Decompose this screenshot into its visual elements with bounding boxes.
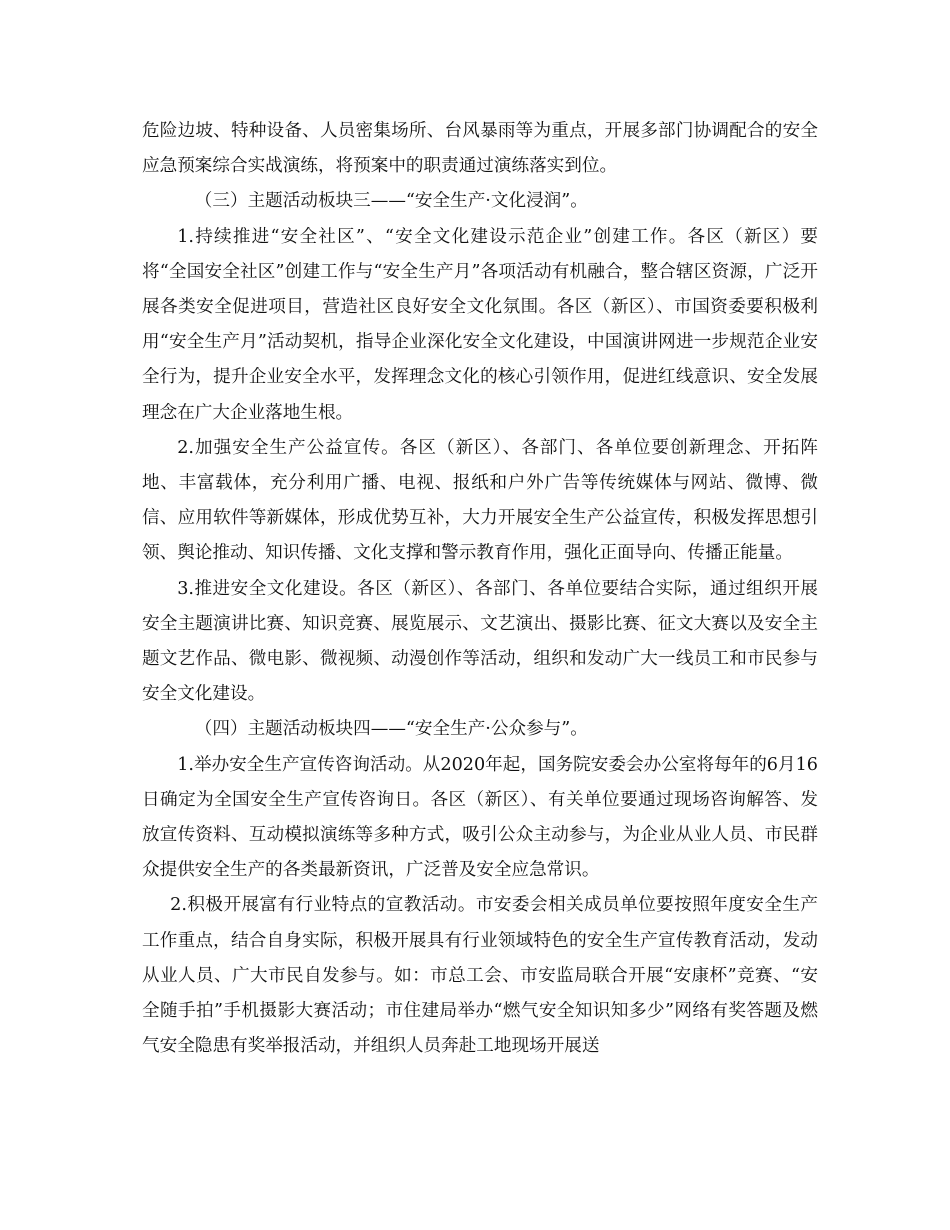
body-paragraph: 2.加强安全生产公益宣传。各区（新区）、各部门、各单位要创新理念、开拓阵地、丰富载体，充分利用广播、电视、报纸和户外广告等传统媒体与网站、微博、微信、应用软件等新媒体，形成优势互补，大力开展安全生产公益宣传，积极发挥思想引领、舆论推动、知识传播、文化支撑和警示教育作用，强化正面导向、传播正能量。 — [142, 437, 818, 564]
section-heading-3: （三）主题活动板块三——“安全生产·文化浸润”。 — [194, 191, 588, 212]
body-paragraph: 3.推进安全文化建设。各区（新区）、各部门、各单位要结合实际，通过组织开展安全主题演讲比赛、知识竞赛、展览展示、文艺演出、摄影比赛、征文大赛以及安全主题文艺作品、微电影、微视频、动漫创作等活动，组织和发动广大一线员工和市民参与安全文化建设。 — [142, 578, 818, 705]
body-paragraph: 1.持续推进“安全社区”、“安全文化建设示范企业”创建工作。各区（新区）要将“全国安全社区”创建工作与“安全生产月”各项活动有机融合，整合辖区资源，广泛开展各类安全促进项目，营造社区良好安全文化氛围。各区（新区）、市国资委要积极利用“安全生产月”活动契机，指导企业深化安全文化建设，中国演讲网进一步规范企业安全行为，提升企业安全水平，发挥理念文化的核心引领作用，促进红线意识、安全发展理念在广大企业落地生根。 — [142, 226, 818, 423]
document-body — [142, 114, 818, 1064]
body-paragraph: 1.举办安全生产宣传咨询活动。从2020年起，国务院安委会办公室将每年的6月16日确定为全国安全生产宣传咨询日。各区（新区）、有关单位要通过现场咨询解答、发放宣传资料、互动模拟演练等多种方式，吸引公众主动参与，为企业从业人员、市民群众提供安全生产的各类最新资讯，广泛普及安全应急常识。 — [142, 754, 818, 881]
body-paragraph: 2.积极开展富有行业特点的宣教活动。市安委会相关成员单位要按照年度安全生产工作重点，结合自身实际，积极开展具有行业领域特色的安全生产宣传教育活动，发动从业人员、广大市民自发参与。如：市总工会、市安监局联合开展“安康杯”竞赛、“安全随手拍”手机摄影大赛活动；市住建局举办“燃气安全知识知多少”网络有奖答题及燃气安全隐患有奖举报活动，并组织人员奔赴工地现场开展送 — [142, 895, 818, 1057]
section-heading-4: （四）主题活动板块四——“安全生产·公众参与”。 — [194, 719, 588, 740]
body-paragraph: 危险边坡、特种设备、人员密集场所、台风暴雨等为重点，开展多部门协调配合的安全应急预案综合实战演练，将预案中的职责通过演练落实到位。 — [142, 121, 818, 177]
